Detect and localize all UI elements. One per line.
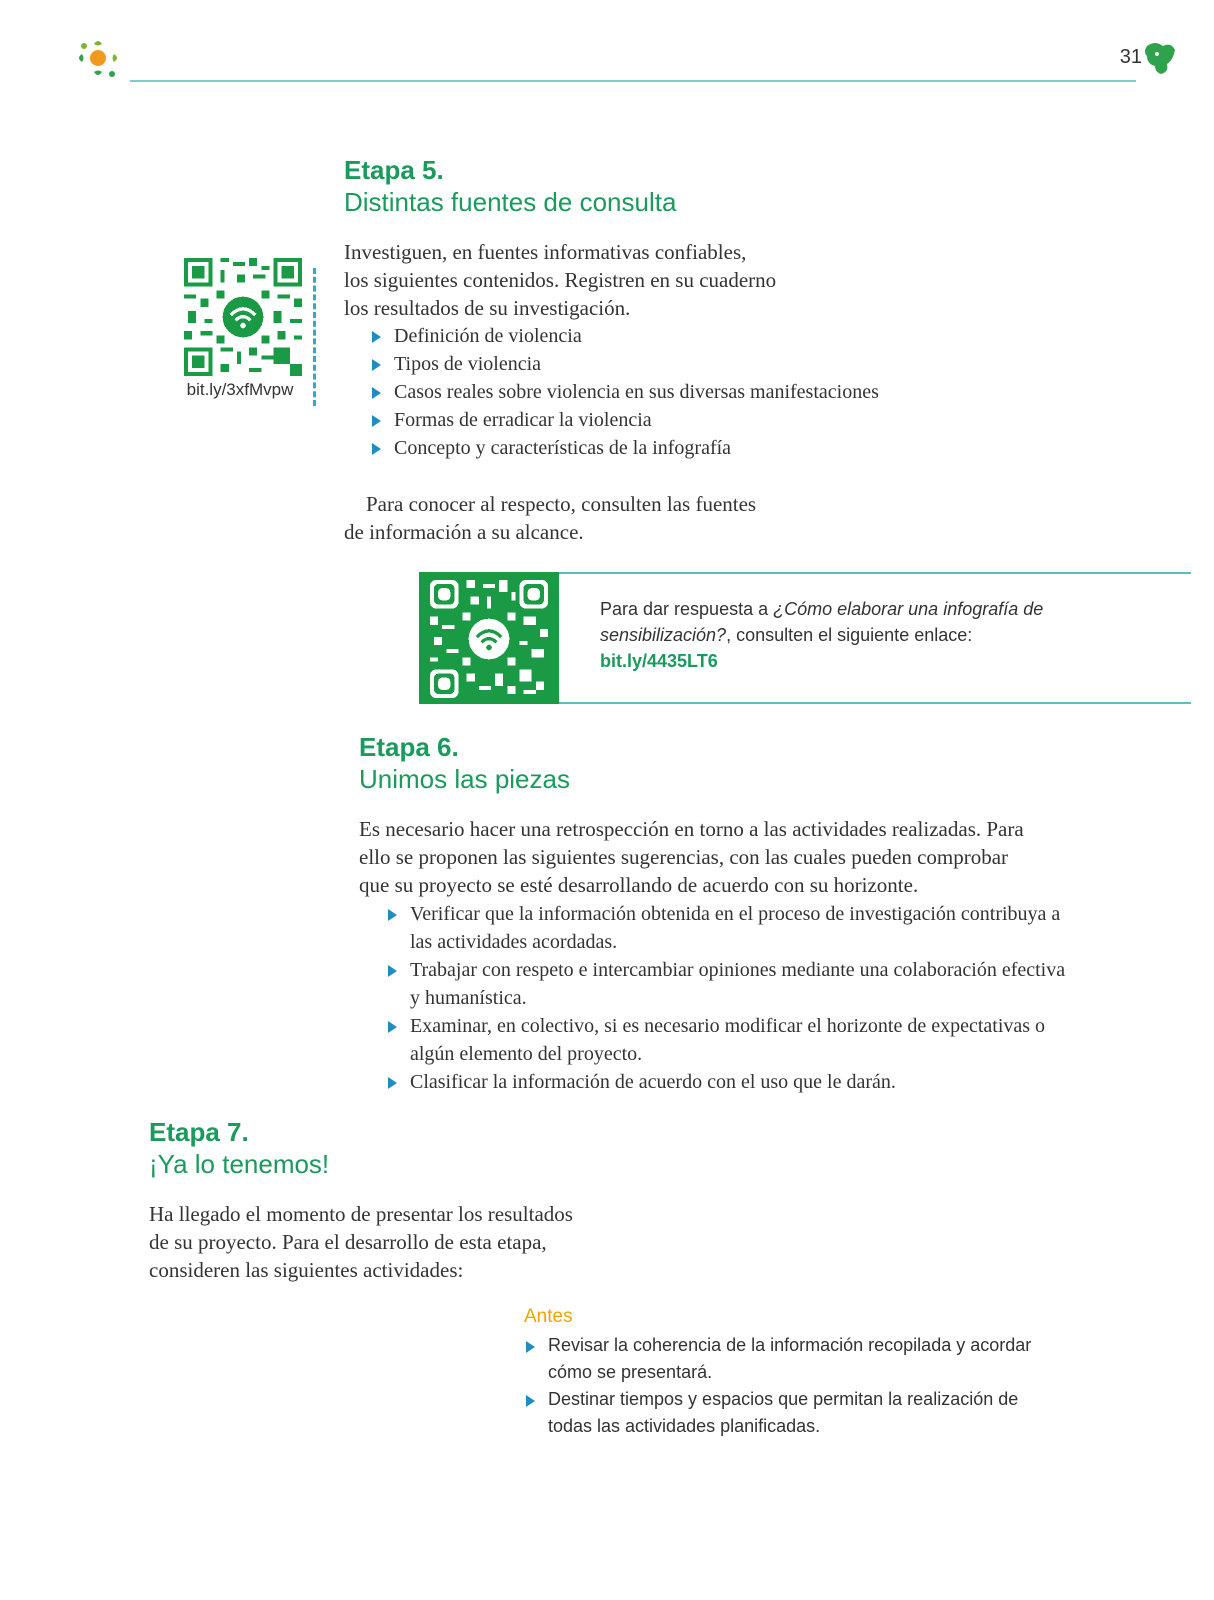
- etapa7-number: Etapa 7.: [149, 1117, 249, 1147]
- bullet-triangle-icon: [372, 331, 381, 343]
- bullet-triangle-icon: [388, 909, 397, 921]
- list-item: Destinar tiempos y espacios que permitan la realización de todas las actividades planificadas.: [522, 1386, 1042, 1440]
- qr-code-icon[interactable]: [184, 258, 302, 376]
- page-number: 31: [1119, 46, 1142, 68]
- list-item: Trabajar con respeto e intercambiar opiniones mediante una colaboración efectiva y humanística.: [384, 956, 1074, 1012]
- etapa5-title: Distintas fuentes de consulta: [344, 187, 677, 217]
- list-item: Casos reales sobre violencia en sus diversas manifestaciones: [368, 378, 968, 406]
- text-line: Investiguen, en fuentes informativas confiables,: [344, 240, 747, 264]
- etapa5-list: [368, 322, 968, 462]
- info-text-italic: ¿Cómo elaborar una infografía de sensibilización?: [600, 599, 1044, 645]
- info-box-text: [600, 596, 1160, 674]
- bullet-triangle-icon: [388, 1021, 397, 1033]
- text-line: ello se proponen las siguientes sugerencias, con las cuales pueden comprobar: [359, 845, 1009, 869]
- etapa5-outro: [344, 490, 904, 546]
- etapa6-intro: [359, 815, 1159, 899]
- etapa7-title: ¡Ya lo tenemos!: [149, 1149, 330, 1179]
- info-text-before: Para dar respuesta a: [600, 599, 774, 619]
- list-item: Definición de violencia: [368, 322, 968, 350]
- info-box-top-rule: [559, 572, 1191, 574]
- book-series-logo: [72, 34, 124, 84]
- list-item: Formas de erradicar la violencia: [368, 406, 968, 434]
- bullet-triangle-icon: [388, 1077, 397, 1089]
- info-text-after: , consulten el siguiente enlace:: [726, 625, 973, 645]
- info-box: [419, 572, 1191, 704]
- bullet-triangle-icon: [526, 1341, 535, 1353]
- bullet-triangle-icon: [388, 965, 397, 977]
- list-item: Concepto y características de la infografía: [368, 434, 968, 462]
- text-line: Ha llegado el momento de presentar los resultados: [149, 1202, 573, 1226]
- text-line: Es necesario hacer una retrospección en torno a las actividades realizadas. Para: [359, 817, 1024, 841]
- dashed-divider: [313, 268, 316, 406]
- bullet-triangle-icon: [372, 415, 381, 427]
- qr-code-icon[interactable]: [429, 580, 549, 698]
- info-link[interactable]: bit.ly/4435LT6: [600, 651, 718, 671]
- qr-panel: [419, 572, 559, 704]
- list-item: Tipos de violencia: [368, 350, 968, 378]
- text-line: que su proyecto se esté desarrollando de acuerdo con su horizonte.: [359, 873, 919, 897]
- list-item: Verificar que la información obtenida en el proceso de investigación contribuya a las actividades acordadas.: [384, 900, 1074, 956]
- bullet-triangle-icon: [372, 443, 381, 455]
- list-item: Examinar, en colectivo, si es necesario modificar el horizonte de expectativas o algún elemento del proyecto.: [384, 1012, 1074, 1068]
- text-line: de información a su alcance.: [344, 520, 584, 544]
- antes-list: [522, 1332, 1042, 1440]
- list-item: Revisar la coherencia de la información recopilada y acordar cómo se presentará.: [522, 1332, 1042, 1386]
- etapa5-number: Etapa 5.: [344, 155, 444, 185]
- decorative-figure-icon: [1143, 40, 1177, 76]
- etapa6-title: Unimos las piezas: [359, 764, 570, 794]
- header-rule: [130, 80, 1136, 82]
- antes-label: Antes: [524, 1306, 573, 1327]
- text-line: consideren las siguientes actividades:: [149, 1258, 464, 1282]
- bullet-triangle-icon: [372, 387, 381, 399]
- etapa5-intro: [344, 238, 904, 322]
- info-box-bottom-rule: [559, 702, 1191, 704]
- etapa6-list: [384, 900, 1074, 1096]
- etapa7-intro: [149, 1200, 709, 1284]
- etapa6-number: Etapa 6.: [359, 732, 459, 762]
- text-line: Para conocer al respecto, consulten las fuentes: [366, 492, 757, 516]
- bullet-triangle-icon: [526, 1395, 535, 1407]
- text-line: de su proyecto. Para el desarrollo de esta etapa,: [149, 1230, 547, 1254]
- text-line: los siguientes contenidos. Registren en su cuaderno: [344, 268, 777, 292]
- qr-link-label[interactable]: bit.ly/3xfMvpw: [186, 380, 294, 399]
- list-item: Clasificar la información de acuerdo con el uso que le darán.: [384, 1068, 1074, 1096]
- bullet-triangle-icon: [372, 359, 381, 371]
- text-line: los resultados de su investigación.: [344, 296, 631, 320]
